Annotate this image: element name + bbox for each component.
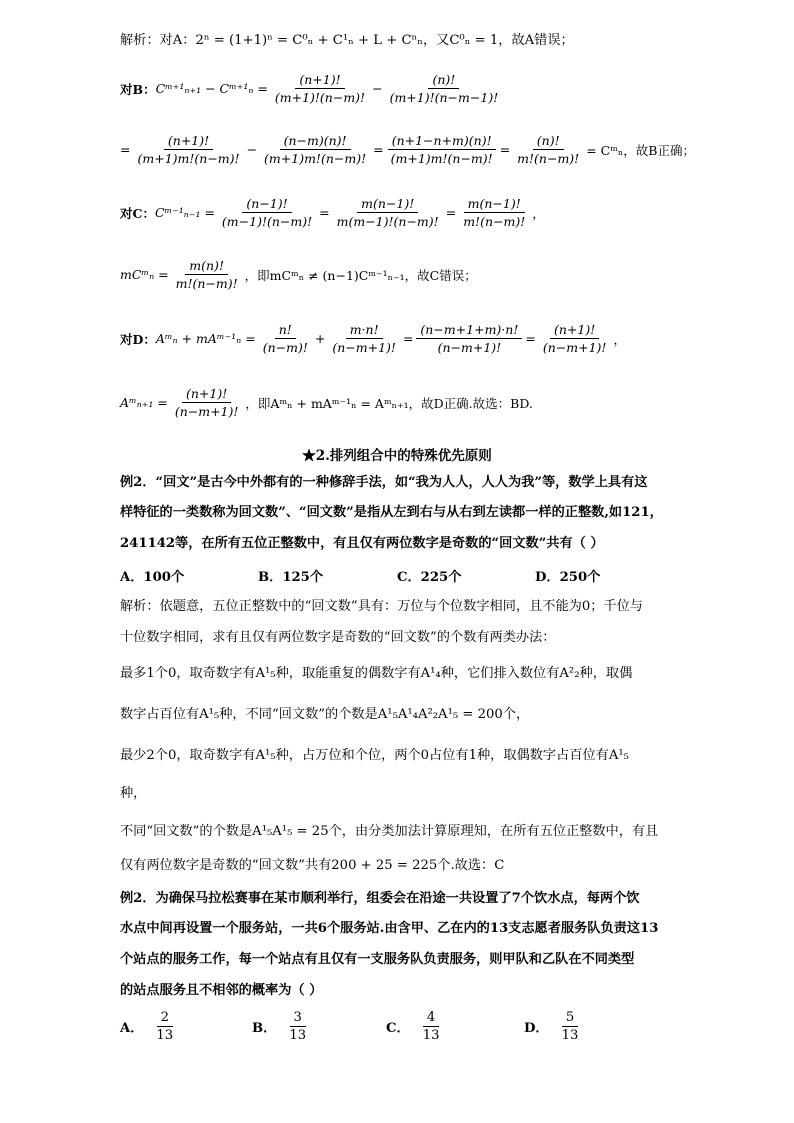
example1-line1: 例2．“回文”是古今中外都有的一种修辞手法，如“我为人人，人人为我”等，数学上具有这	[120, 475, 648, 490]
example2-line1: 例2．为确保马拉松赛事在某市顺利举行，组委会在沿途一共设置了7个饮水点，每两个饮	[120, 891, 640, 906]
solution1-line2: 十位数字相同，求有且仅有两位数字是奇数的“回文数”的个数有两类办法：	[120, 630, 556, 645]
example1-option-b: B．125个	[258, 570, 324, 585]
c-fraction-1: $\frac{(n-1)!}{(m-1)!(n-m)!}$	[221, 196, 313, 229]
analysis-d-line1: 对D： Aᵐₙ + mAᵐ⁻¹ₙ = $\frac{n!}{(n-m)!}$ + $\frac{m\cdot n!}{(n-m+1)!}$ = $\frac{(n-m+1+m)\cdot n!}{(n-m+1)!}$ = $\frac{(n+1)!}{(n-m+1)!}$ ，	[120, 322, 626, 355]
analysis-b-line2: = $\frac{(n+1)!}{(m+1)m!(n-m)!}$ − $\frac{(n-m)(n)!}{(m+1)m!(n-m)!}$ = $\frac{(n+1-n+m)(n)!}{(m+1)m!(n-m)!}$ = $\frac{(n)!}{m!(n-m)!}$ = Cᵐₙ，故B正确；	[120, 133, 695, 166]
example1-option-c: C．225个	[397, 570, 462, 585]
d2-tail: ，即Aᵐₙ + mAᵐ⁻¹ₙ = Aᵐₙ₊₁，故D正确.故选：BD.	[245, 395, 533, 411]
d-fraction-2: $\frac{m\cdot n!}{(n-m+1)!}$	[332, 322, 396, 355]
b2-fraction-2: $\frac{(n-m)(n)!}{(m+1)m!(n-m)!}$	[264, 133, 367, 166]
example2-option-d: D． $\frac{5}{13}$	[524, 1010, 579, 1043]
c-lhs: Cᵐ⁻¹ₙ₋₁ =	[154, 205, 215, 220]
b2-fraction-3: $\frac{(n+1-n+m)(n)!}{(m+1)m!(n-m)!}$	[387, 133, 497, 166]
d-tail: ，	[613, 331, 626, 347]
c-tail: ，	[532, 205, 545, 221]
example2-line4: 的站点服务且不相邻的概率为（ ）	[120, 983, 323, 998]
c-fraction-2: $\frac{m(n-1)!}{m(m-1)!(n-m)!}$	[336, 196, 439, 229]
solution1-line8: 仅有两位数字是奇数的“回文数”共有200 + 25 = 225个.故选：C	[120, 858, 505, 873]
solution1-line5: 最少2个0，取奇数字有A¹₅种，占万位和个位，两个0占位有1种，取偶数字占百位有A¹₅	[120, 748, 629, 763]
d-lhs: Aᵐₙ + mAᵐ⁻¹ₙ =	[155, 331, 256, 346]
solution1-line3: 最多1个0，取奇数字有A¹₅种，取能重复的偶数字有A¹₄种，它们排入数位有A²₂种，取偶	[120, 666, 633, 681]
d-fraction-1: $\frac{n!}{(n-m)!}$	[262, 322, 308, 355]
section-title: ★2.排列组合中的特殊优先原则	[302, 448, 492, 464]
example1-option-a: A．100个	[120, 570, 185, 585]
analysis-b-line1: 对B： Cᵐ⁺¹ₙ₊₁ − Cᵐ⁺¹ₙ = $\frac{(n+1)!}{(m+1)!(n-m)!}$ − $\frac{(n)!}{(m+1)!(n-m-1)!}$	[120, 72, 505, 105]
b-lhs: Cᵐ⁺¹ₙ₊₁ − Cᵐ⁺¹ₙ =	[155, 81, 268, 96]
example2-option-b: B． $\frac{3}{13}$	[252, 1010, 307, 1043]
c2-lhs: mCᵐₙ =	[120, 267, 169, 282]
solution1-line6: 种，	[120, 786, 147, 801]
d2-fraction: $\frac{(n+1)!}{(n-m+1)!}$	[174, 386, 239, 419]
example2-option-c: C． $\frac{4}{13}$	[386, 1010, 440, 1043]
b2-tail: = Cᵐₙ，故B正确；	[586, 142, 695, 158]
solution1-line4: 数字占百位有A¹₅种，不同“回文数”的个数是A¹₅A¹₄A²₂A¹₅ = 200个，	[120, 707, 530, 722]
c-prefix: 对C：	[120, 205, 155, 221]
example1-option-d: D．250个	[535, 570, 601, 585]
b2-fraction-4: $\frac{(n)!}{m!(n-m)!}$	[517, 133, 580, 166]
analysis-d-line2	[120, 386, 533, 419]
d2-lhs: Aᵐₙ₊₁ =	[120, 395, 168, 410]
d-fraction-4: $\frac{(n+1)!}{(n-m+1)!}$	[542, 322, 607, 355]
b-prefix: 对B：	[120, 81, 156, 97]
example1-line2: 样特征的一类数称为回文数”、“回文数”是指从左到右与从右到左读都一样的正整数,如121，	[120, 505, 663, 520]
d-prefix: 对D：	[120, 331, 156, 347]
b2-fraction-1: $\frac{(n+1)!}{(m+1)m!(n-m)!}$	[137, 133, 240, 166]
example2-option-a: A． $\frac{2}{13}$	[120, 1010, 174, 1043]
solution1-line1: 解析：依题意，五位正整数中的“回文数”具有：万位与个位数字相同，且不能为0；千位与	[120, 599, 643, 614]
d-fraction-3: $\frac{(n-m+1+m)\cdot n!}{(n-m+1)!}$	[416, 322, 522, 355]
solution1-line7: 不同“回文数”的个数是A¹₅A¹₅ = 25个，由分类加法计算原理知，在所有五位正整数中，有且	[120, 824, 659, 839]
c-fraction-3: $\frac{m(n-1)!}{m!(n-m)!}$	[463, 196, 526, 229]
example2-line3: 个站点的服务工作，每一个站点有且仅有一支服务队负责服务，则甲队和乙队在不同类型	[120, 952, 635, 967]
analysis-c-line2	[120, 258, 477, 291]
analysis-a-line: 解析：对A：2ⁿ = (1+1)ⁿ = C⁰ₙ + C¹ₙ + L + Cⁿₙ，又C⁰ₙ = 1，故A错误；	[120, 33, 574, 48]
c2-tail: ，即mCᵐₙ ≠ (n−1)Cᵐ⁻¹ₙ₋₁，故C错误；	[244, 267, 477, 283]
analysis-c-line1: 对C： Cᵐ⁻¹ₙ₋₁ = $\frac{(n-1)!}{(m-1)!(n-m)!}$ = $\frac{m(n-1)!}{m(m-1)!(n-m)!}$ = $\frac{m(n-1)!}{m!(n-m)!}$ ，	[120, 196, 545, 229]
b-fraction-2: $\frac{(n)!}{(m+1)!(n-m-1)!}$	[389, 72, 499, 105]
b-fraction-1: $\frac{(n+1)!}{(m+1)!(n-m)!}$	[274, 72, 366, 105]
c2-fraction: $\frac{m(n)!}{m!(n-m)!}$	[175, 258, 238, 291]
example1-line3: 241142等，在所有五位正整数中，有且仅有两位数字是奇数的“回文数”共有（ ）	[120, 536, 604, 551]
example2-line2: 水点中间再设置一个服务站，一共6个服务站.由含甲、乙在内的13支志愿者服务队负责这13	[120, 921, 659, 936]
